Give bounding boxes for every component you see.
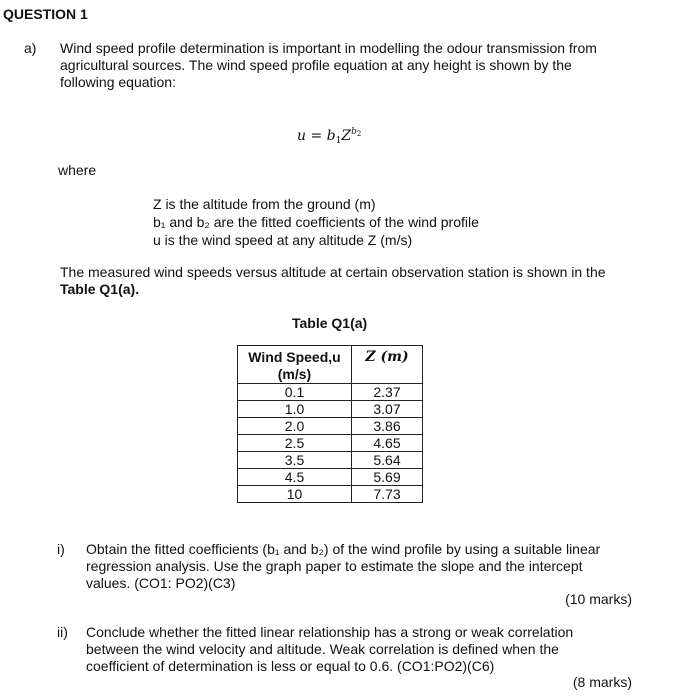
cell-wind-speed: 0.1 xyxy=(238,384,352,401)
cell-altitude: 7.73 xyxy=(352,486,423,503)
intro-line: Wind speed profile determination is important in modelling the odour transmission from xyxy=(60,40,597,56)
cell-altitude: 5.64 xyxy=(352,452,423,469)
subquestion-ii-marks: (8 marks) xyxy=(572,674,632,690)
definition-item: Z is the altitude from the ground (m) xyxy=(153,196,376,212)
part-a-label: a) xyxy=(24,40,37,56)
equation-equals: = xyxy=(310,128,323,144)
wind-speed-table xyxy=(237,345,423,503)
header-wind-speed xyxy=(238,346,352,384)
subquestion-line: values. (CO1: PO2)(C3) xyxy=(86,575,236,591)
table-row xyxy=(238,401,423,418)
table-intro-line: The measured wind speeds versus altitude at certain observation station is shown in the xyxy=(60,264,606,280)
subquestion-i-label: i) xyxy=(57,541,65,557)
header-altitude: Z (m) xyxy=(352,346,423,384)
subquestion-i-marks: (10 marks) xyxy=(565,591,632,607)
subquestion-line: Conclude whether the fitted linear relationship has a strong or weak correlation xyxy=(86,624,574,640)
table-reference: Table Q1(a). xyxy=(60,281,140,297)
subquestion-ii-label: ii) xyxy=(57,624,68,640)
subquestion-ii-text xyxy=(86,624,634,675)
equation-exp: b xyxy=(351,127,357,137)
cell-altitude: 3.86 xyxy=(352,418,423,435)
equation-lhs: u xyxy=(297,128,307,144)
wind-profile-equation xyxy=(297,127,361,146)
table-row xyxy=(238,469,423,486)
equation-exp-sub: 2 xyxy=(356,130,362,138)
subquestion-line: between the wind velocity and altitude. Weak correlation is defined when the xyxy=(86,641,559,657)
equation-base: Z xyxy=(341,128,352,144)
where-label: where xyxy=(58,162,97,178)
intro-line: following equation: xyxy=(60,74,176,90)
subquestion-line: Obtain the fitted coefficients (b₁ and b₂) of the wind profile by using a suitable linear xyxy=(86,541,601,557)
table-caption: Table Q1(a) xyxy=(292,315,368,331)
intro-line: agricultural sources. The wind speed profile equation at any height is shown by the xyxy=(60,57,572,73)
subquestion-line: coefficient of determination is less or equal to 0.6. (CO1:PO2)(C6) xyxy=(86,658,495,674)
table-row xyxy=(238,452,423,469)
definition-item: b₁ and b₂ are the fitted coefficients of the wind profile xyxy=(153,214,479,230)
subquestion-i-text xyxy=(86,541,634,592)
cell-altitude: 4.65 xyxy=(352,435,423,452)
cell-wind-speed: 4.5 xyxy=(238,469,352,486)
equation-coef: b xyxy=(326,128,336,144)
table-row xyxy=(238,418,423,435)
equation-exponent xyxy=(351,127,361,137)
table-intro xyxy=(60,264,637,298)
cell-altitude: 5.69 xyxy=(352,469,423,486)
header-wind-speed-line2: (m/s) xyxy=(277,366,312,382)
cell-altitude: 2.37 xyxy=(352,384,423,401)
table-header-row xyxy=(238,346,423,384)
cell-wind-speed: 2.5 xyxy=(238,435,352,452)
table-row xyxy=(238,486,423,503)
equation-coef-sub: 1 xyxy=(335,136,342,146)
table-row xyxy=(238,435,423,452)
definitions-list xyxy=(153,195,479,249)
subquestion-line: regression analysis. Use the graph paper to estimate the slope and the intercept xyxy=(86,558,583,574)
cell-wind-speed: 3.5 xyxy=(238,452,352,469)
cell-altitude: 3.07 xyxy=(352,401,423,418)
question-title: QUESTION 1 xyxy=(3,6,88,22)
cell-wind-speed: 1.0 xyxy=(238,401,352,418)
cell-wind-speed: 10 xyxy=(238,486,352,503)
part-a-intro xyxy=(60,40,637,91)
table-row xyxy=(238,384,423,401)
cell-wind-speed: 2.0 xyxy=(238,418,352,435)
definition-item: u is the wind speed at any altitude Z (m/s) xyxy=(153,232,413,248)
header-wind-speed-line1: Wind Speed,u xyxy=(248,349,341,365)
